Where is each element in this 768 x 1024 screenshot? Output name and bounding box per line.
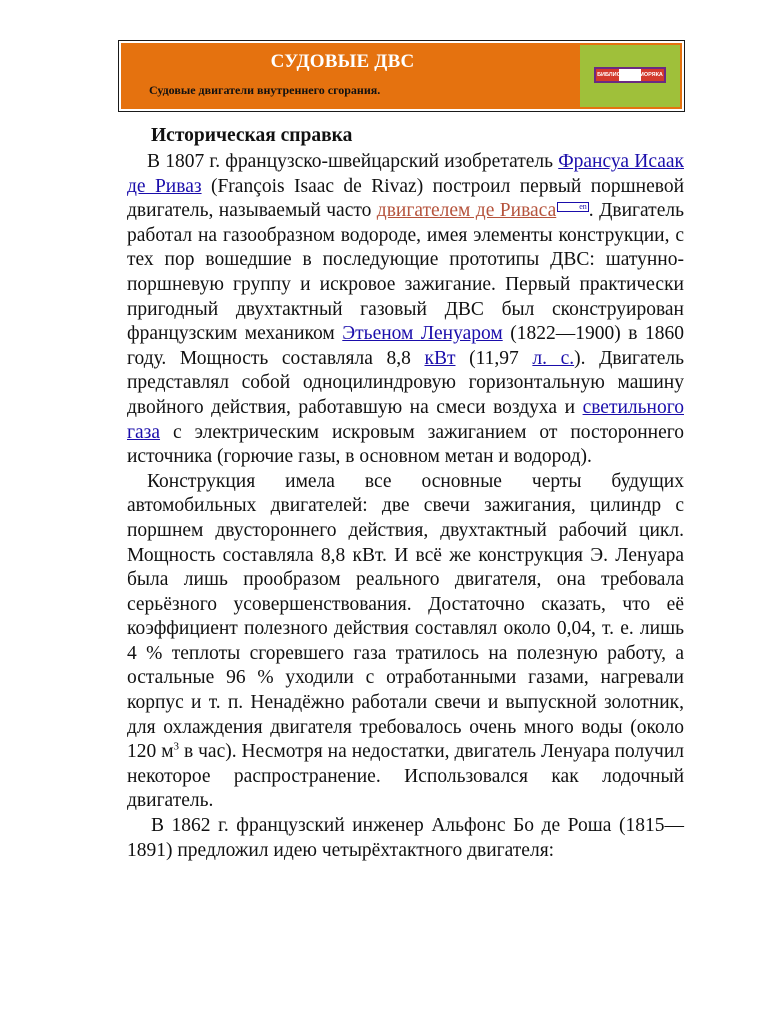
logo-word-right: МОРЯКА <box>639 72 663 78</box>
paragraph-3 <box>127 814 684 863</box>
paragraph-1 <box>127 150 684 470</box>
text: (1822—1900) в 1860 году. Мощность составляла 8,8 <box>127 323 684 369</box>
link-rivaz-engine[interactable]: двигателем де Риваса <box>376 200 557 222</box>
text: В 1807 г. французско-швейцарский изобретатель <box>147 151 559 172</box>
text: В 1862 г. французский инженер Альфонс Бо де Роша (1815—1891) предложил идею четырёхтактного двигателя: <box>127 815 684 861</box>
text: . Двигатель работал на газообразном водороде, имея элементы конструкции, с тех пор вошедшие в последующие прототипы ДВС: шатунно-поршневую группу и искровое зажигание. Первый практически пригодный двухтактный газовый ДВС был сконструирован французским механиком <box>127 200 684 345</box>
text: в час). Несмотря на недостатки, двигатель Ленуара получил некоторое распространение. Использовался как лодочный двигатель. <box>127 741 684 812</box>
text: (François Isaac de Rivaz) построил первый поршневой двигатель, называемый часто <box>127 175 685 222</box>
article-body <box>127 122 684 863</box>
link-rivaz[interactable]: Франсуа Исаак де Риваз <box>127 151 684 197</box>
text: Конструкция имела все основные черты будущих автомобильных двигателей: две свечи зажигания, цилиндр с поршнем двустороннего действия, двухтактный рабочий цикл. Мощность составляла 8,8 кВт. И всё же конструкция Э. Ленуара была лишь прообразом реального двигателя, она требовала серьёзного усовершенствования. Достаточно сказать, что её коэффициент полезного действия составлял около 0,04, т. е. лишь 4 % теплоты сгоревшего газа тратилось на полезную работу, а остальные 96 % уходили с отработанными газами, нагревали корпус и т. п. Ненадёжно работали свечи и выпускной золотник, для охлаждения двигателя требовалось очень много воды (около 120 м <box>127 470 684 763</box>
link-horsepower[interactable]: л. с. <box>532 347 575 369</box>
logo-word-left: БИБЛИОТЕКА <box>597 72 636 78</box>
link-kilowatt[interactable]: кВт <box>424 347 456 369</box>
reference-badge[interactable]: en <box>557 202 589 212</box>
site-title: СУДОВЫЕ ДВС <box>270 51 415 72</box>
logo-text <box>596 69 664 81</box>
site-subtitle: Судовые двигатели внутреннего сгорания. <box>149 83 381 97</box>
text: ). Двигатель представлял собой одноцилиндровую горизонтальную машину двойного действия, работавшую на смеси воздуха и <box>127 347 684 418</box>
paragraph-2 <box>127 470 684 814</box>
section-heading: Историческая справка <box>151 125 353 146</box>
link-lenoir[interactable]: Этьеном Ленуаром <box>342 323 503 345</box>
text: (11,97 <box>455 347 533 369</box>
superscript: 3 <box>173 740 180 753</box>
header-banner <box>118 40 685 112</box>
header-bar <box>121 43 682 109</box>
logo-frame <box>580 45 680 107</box>
text: с электрическим искровым зажиганием от постороннего источника (горючие газы, в основном метан и водород). <box>127 421 684 468</box>
link-lighting-gas[interactable]: светильного газа <box>127 396 684 443</box>
library-logo[interactable] <box>594 67 666 83</box>
